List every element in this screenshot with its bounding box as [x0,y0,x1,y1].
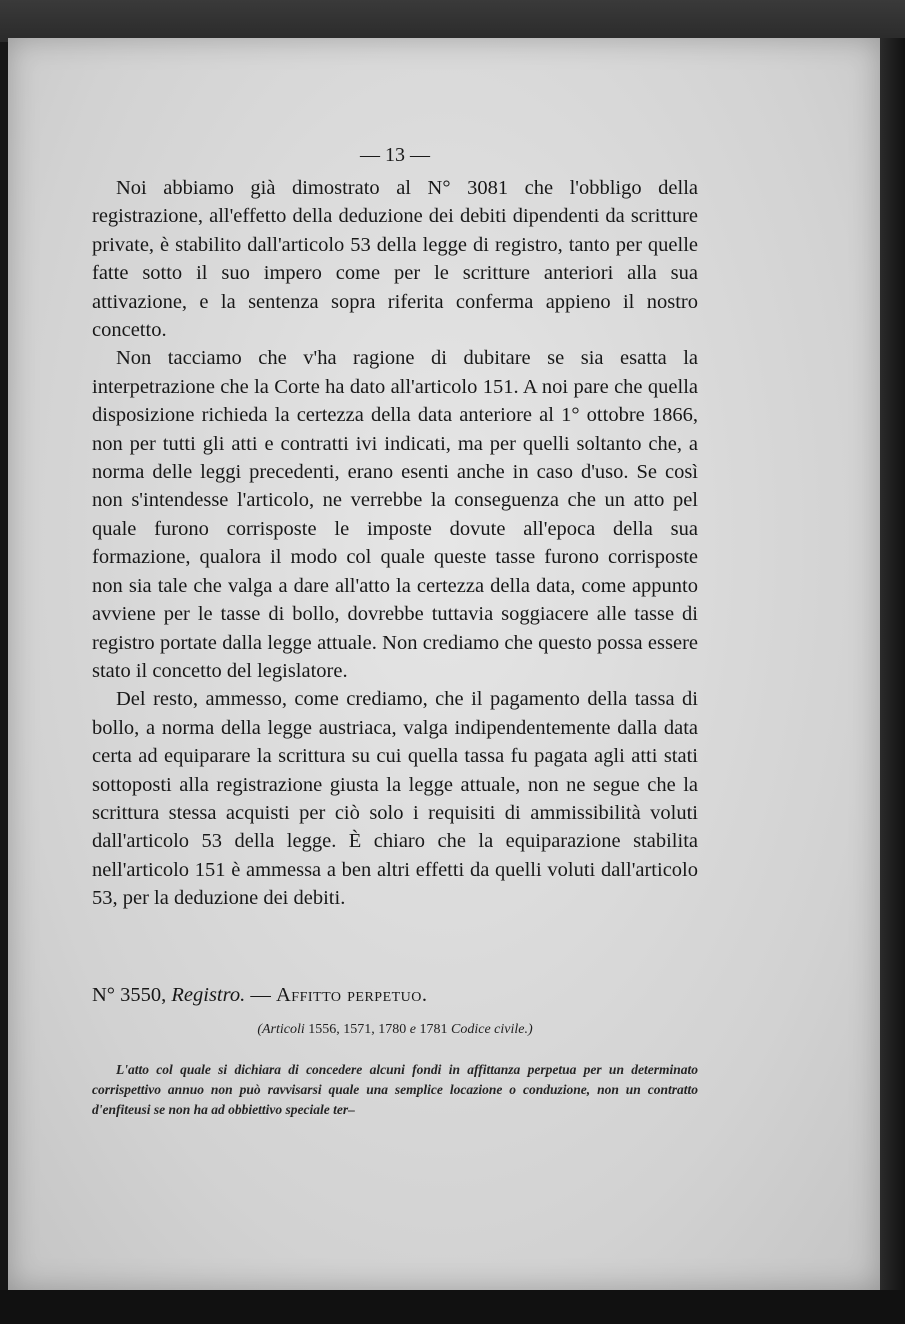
page-number: — 13 — [360,144,430,166]
paragraph: Non tacciamo che v'ha ragione di dubitare se sia esatta la interpetrazione che la Corte ha dato all'articolo 151. A noi pare che quella disposizione richieda la certezza della data anteriore al 1° ottobre 1866, non per tutti gli atti e contratti ivi indicati, ma per quelli soltanto che, a norma delle leggi precedenti, erano esenti anche in caso d'uso. Se così non s'intendesse l'articolo, ne verrebbe la conseguenza che un atto pel quale furono corrisposte le imposte dovute all'epoca della sua formazione, qualora il modo col quale queste tasse furono corrisposte non sia tale che valga a dare all'atto la certezza della data, come appunto avviene per le tasse di bollo, dovrebbe tuttavia soggiacere alle tasse di registro portate dalla legge attuale. Non crediamo che questo possa essere stato il concetto del legislatore. [92,347,698,682]
citation-open: (Articoli [257,1022,305,1037]
paragraph: Del resto, ammesso, come crediamo, che il pagamento della tassa di bollo, a norma della legge austriaca, valga indipendentemente dalla data certa ad equiparare la scrittura su cui quella tassa fu pagata agli atti stati sottoposti alla registrazione giusta la legge attuale, non ne segue che la scrittura stessa acquisti per ciò solo i requisiti di ammissibilità voluti dall'articolo 53 della legge. È chiaro che la equiparazione stabilita nell'articolo 151 è ammessa a ben altri effetti da quelli voluti dall'articolo 53, per la deduzione dei debiti. [92,688,698,910]
scan-bottom-border [0,1290,905,1324]
entry-dash: — [250,984,271,1006]
entry-number: N° 3550, [92,984,167,1006]
citation-last: 1781 [419,1022,448,1037]
entry-heading [92,984,698,1007]
scan-right-border [880,38,905,1290]
citation-and: e [409,1022,416,1037]
body-text [92,174,698,913]
legal-citation [92,1022,698,1038]
paragraph: Noi abbiamo già dimostrato al N° 3081 che l'obbligo della registrazione, all'effetto della deduzione dei debiti dipendenti da scritture private, è stabilito dall'articolo 53 della legge di registro, tanto per quelle fatte sotto il suo impero come per le scritture anteriori alla sua attivazione, e la sentenza sopra riferita conferma appieno il nostro concetto. [92,177,698,342]
citation-numbers: 1556, 1571, 1780 [308,1022,407,1037]
scan-top-border [0,0,905,42]
entry-register: Registro. [171,984,246,1006]
citation-code: Codice civile.) [451,1022,533,1037]
case-summary [92,1060,698,1120]
entry-title: Affitto perpetuo. [275,984,428,1006]
summary-text: L'atto col quale si dichiara di concedere alcuni fondi in affittanza perpetua per un determinato corrispettivo annuo non può ravvisarsi quale una semplice locazione o conduzione, non un contratto d'enfiteusi se non ha ad obbiettivo speciale ter– [92,1062,698,1117]
